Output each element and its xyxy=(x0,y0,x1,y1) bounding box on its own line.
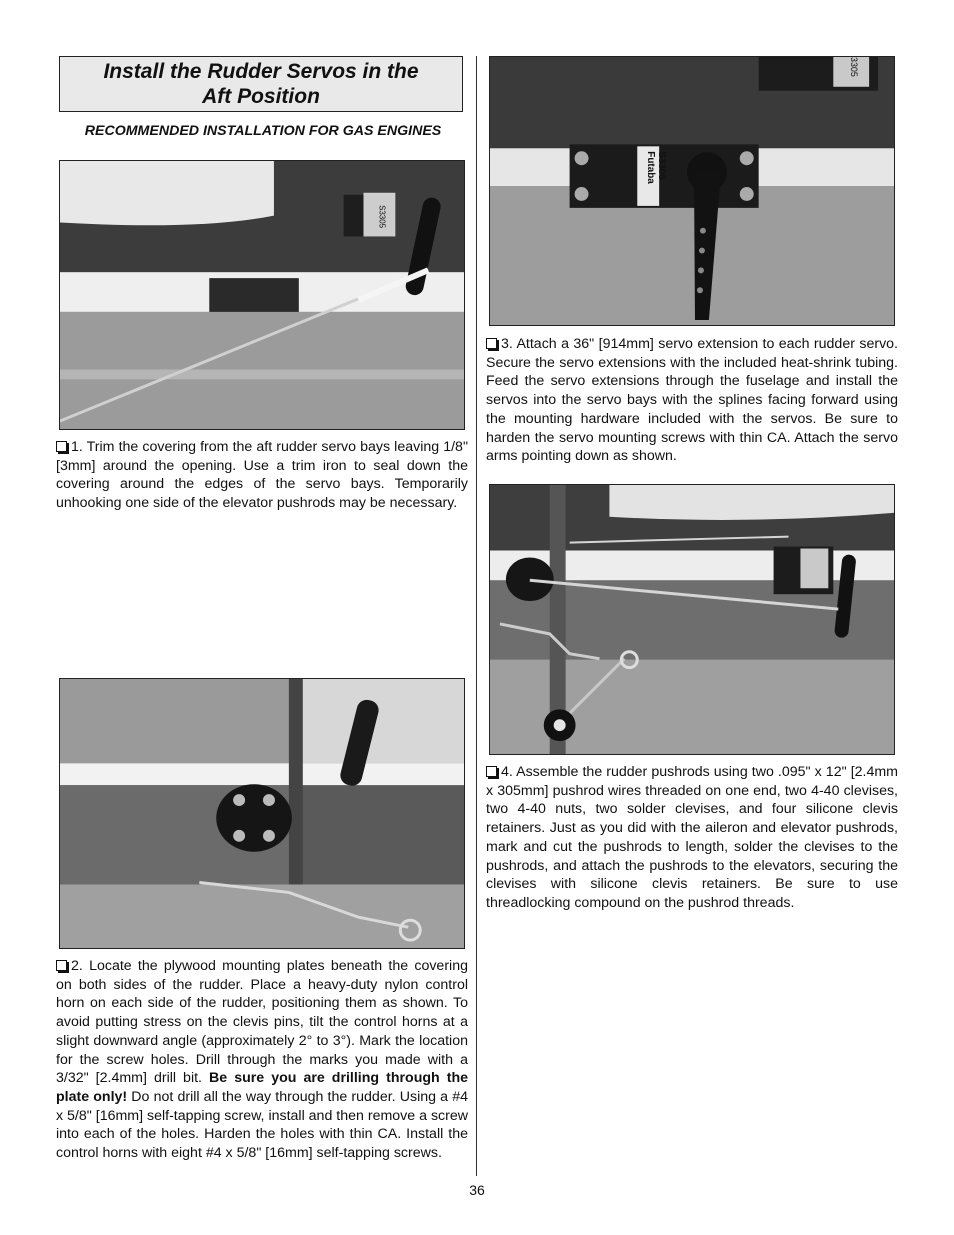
checkbox-icon[interactable] xyxy=(486,766,497,777)
photo-pushrods xyxy=(489,484,895,755)
photo-control-horn xyxy=(59,678,465,949)
servo-brand-label: Futaba xyxy=(645,151,657,184)
step-2: 2. Locate the plywood mounting plates beneath the covering on both sides of the rudder. Place a heavy-duty nylon control horn on each side of the rudder, positioning them as shown. To avoid putting stress on the clevis pins, tilt the control horns at a slight downward angle (approximately 2° to 3°). Mark the location for the screw holes. Drill through the marks you made with a 3/32" [2.4mm] drill bit. Be sure you are drilling through the plate only! Do not drill all the way through the rudder. Using a #4 x 5/8" [16mm] self-tapping screw, install and then remove a screw into each of the holes. Harden the holes with thin CA. Install the control horns with eight #4 x 5/8" [16mm] self-tapping screws. xyxy=(56,958,469,1162)
page-number: 36 xyxy=(469,1182,485,1198)
servo-model-label: S3305 xyxy=(656,151,668,180)
checkbox-icon[interactable] xyxy=(486,338,497,349)
section-title-box xyxy=(59,56,463,112)
checkbox-icon[interactable] xyxy=(56,441,67,452)
step-2-warning: Be sure you are drilling through the plate only! xyxy=(56,1070,469,1105)
step-3: 3. Attach a 36" [914mm] servo extension to each rudder servo. Secure the servo extensions with the included heat-shrink tubing. Feed the servo extensions through the fuselage and install the servos into the servo bays with the splines facing forward using the mounting hardware included with the servos. Be sure to harden the servo mounting screws with thin CA. Attach the servo arms pointing down as shown. xyxy=(486,336,898,465)
checkbox-icon[interactable] xyxy=(56,960,67,971)
photo-servo-arms xyxy=(489,56,895,326)
section-title: Install the Rudder Servos in the Aft Position xyxy=(103,60,419,108)
column-divider xyxy=(476,56,477,1176)
servo-label-top: 3305 xyxy=(849,57,860,77)
step-4: 4. Assemble the rudder pushrods using two .095" x 12" [2.4mm x 305mm] pushrod wires threaded on one end, two 4-40 clevises, two 4-40 nuts, two solder clevises, and four silicone clevis retainers. Just as you did with the aileron and elevator pushrods, mark and cut the pushrods to length, solder the clevises to the pushrods, and attach the pushrods to the elevators, securing the clevises with silicone clevis retainers. Be sure to use threadlocking compound on the pushrod threads. xyxy=(486,764,898,911)
subheading: RECOMMENDED INSTALLATION FOR GAS ENGINES xyxy=(84,123,442,139)
photo-servo-bay xyxy=(59,160,465,430)
servo-label-1: S3305 xyxy=(377,205,387,229)
step-1: 1. Trim the covering from the aft rudder servo bays leaving 1/8" [3mm] around the opening. Use a trim iron to seal down the covering around the edges of the servo bays. Temporarily unhooking one side of the elevator pushrods may be necessary. xyxy=(56,439,468,512)
